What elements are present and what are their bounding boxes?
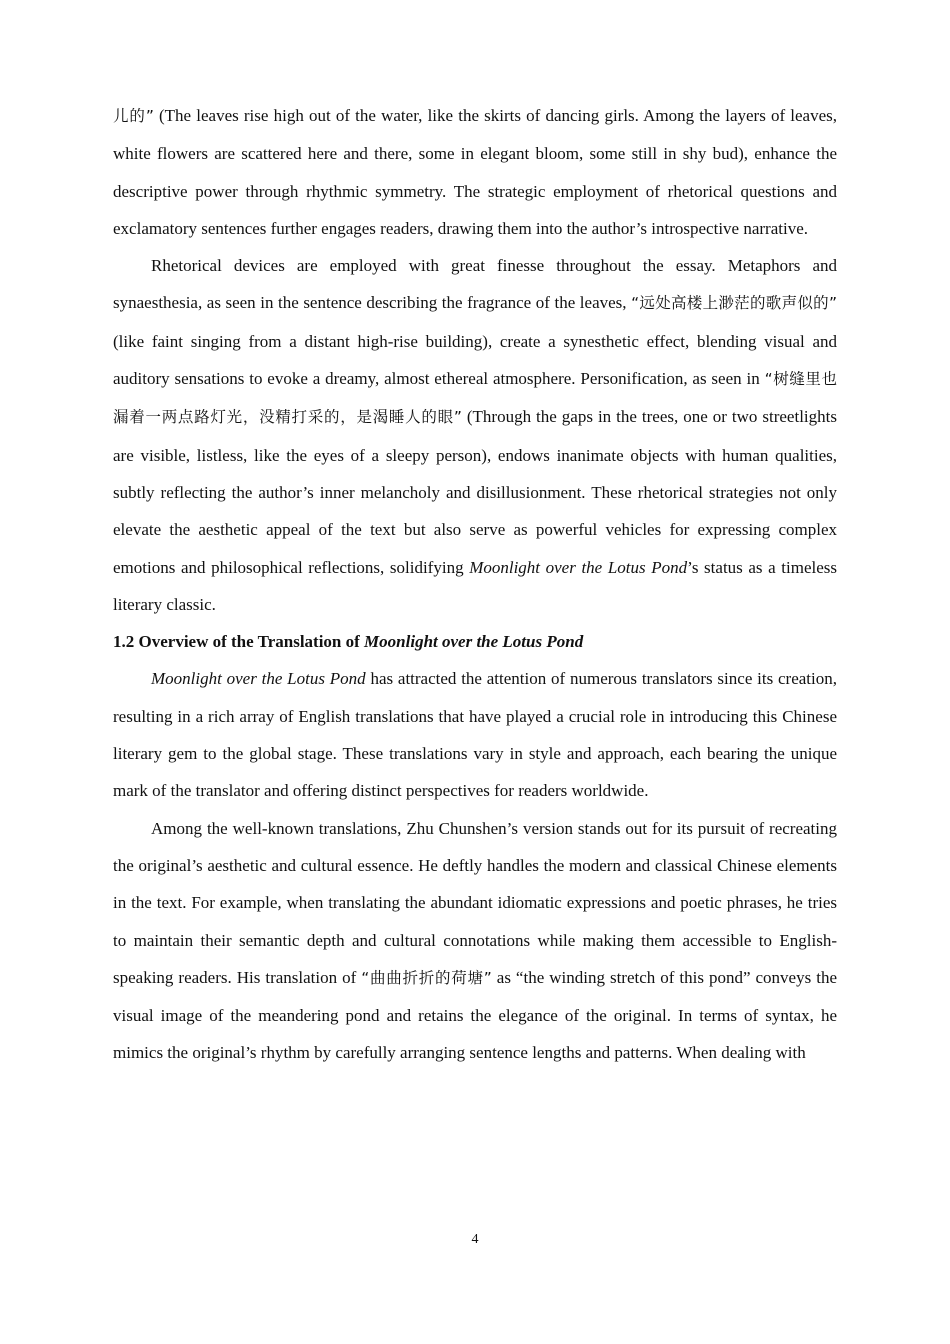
page-number: 4 [471,1232,479,1247]
paragraph-3 [113,660,837,809]
paragraph-text: (like faint singing from a distant high-rise building), create a synesthetic effect, blending visual and auditory sensations to evoke a dreamy, almost ethereal atmosphere. Personification, as seen in [113,331,837,389]
paragraph-text: as “the winding stretch of this pond” conveys the visual image of the meandering pond and retains the elegance of the original. In terms of syntax, he mimics the original’s rhythm by carefully arranging sentence lengths and patterns. When dealing with [113,967,837,1063]
paragraph-text: (The leaves rise high out of the water, like the skirts of dancing girls. Among the layers of leaves, white flowers are scattered here and there, some in elegant bloom, some still in shy bud), enhance the descriptive power through rhythmic symmetry. The strategic employment of rhetorical questions and exclamatory sentences further engages readers, drawing them into the author’s introspective narrative. [113,106,838,238]
paragraph-text: ’s status as a timeless literary classic. [113,557,838,614]
paragraph-text: has attracted the attention of numerous translators since its creation, resulting in a rich array of English translations that have played a crucial role in introducing this Chinese literary gem to the global stage. These translations vary in style and approach, each bearing the unique mark of the translator and offering distinct perspectives for readers worldwide. [113,669,838,801]
paragraph-text: Rhetorical devices are employed with great finesse throughout the essay. Metaphors and synaesthesia, as seen in the sentence describing the fragrance of the leaves, [113,256,837,313]
chinese-quote: “曲曲折折的荷塘” [361,968,492,987]
work-title: Moonlight over the Lotus Pond [151,669,366,689]
heading-prefix: 1.2 Overview of the Translation of [113,632,365,652]
paragraph-text: Among the well-known translations, Zhu Chunshen’s version stands out for its pursuit of recreating the original’s aesthetic and cultural essence. He deftly handles the modern and classical Chinese elements in the text. For example, when translating the abundant idiomatic expressions and poetic phrases, he tries to maintain their semantic depth and cultural connotations while making them accessible to English-speaking readers. His translation of [113,818,837,987]
paragraph-2 [113,247,837,623]
chinese-quote: “树缝里也漏着一两点路灯光，没精打采的，是渴睡人的眼” [113,370,837,427]
paragraph-4 [113,810,837,1072]
chinese-quote: 儿的” [113,107,154,125]
section-heading [113,623,837,660]
paragraph-1 [113,97,837,247]
paragraph-text: (Through the gaps in the trees, one or two streetlights are visible, listless, like the eyes of a sleepy person), endows inanimate objects with human qualities, subtly reflecting the author’s inner melancholy and disillusionment. These rhetorical strategies not only elevate the aesthetic appeal of the text but also serve as powerful vehicles for expressing complex emotions and philosophical reflections, solidifying [113,407,837,577]
page-body [113,97,837,1072]
chinese-quote: “远处高楼上渺茫的歌声似的” [631,294,837,313]
heading-title: Moonlight over the Lotus Pond [364,632,584,652]
work-title: Moonlight over the Lotus Pond [469,557,688,577]
